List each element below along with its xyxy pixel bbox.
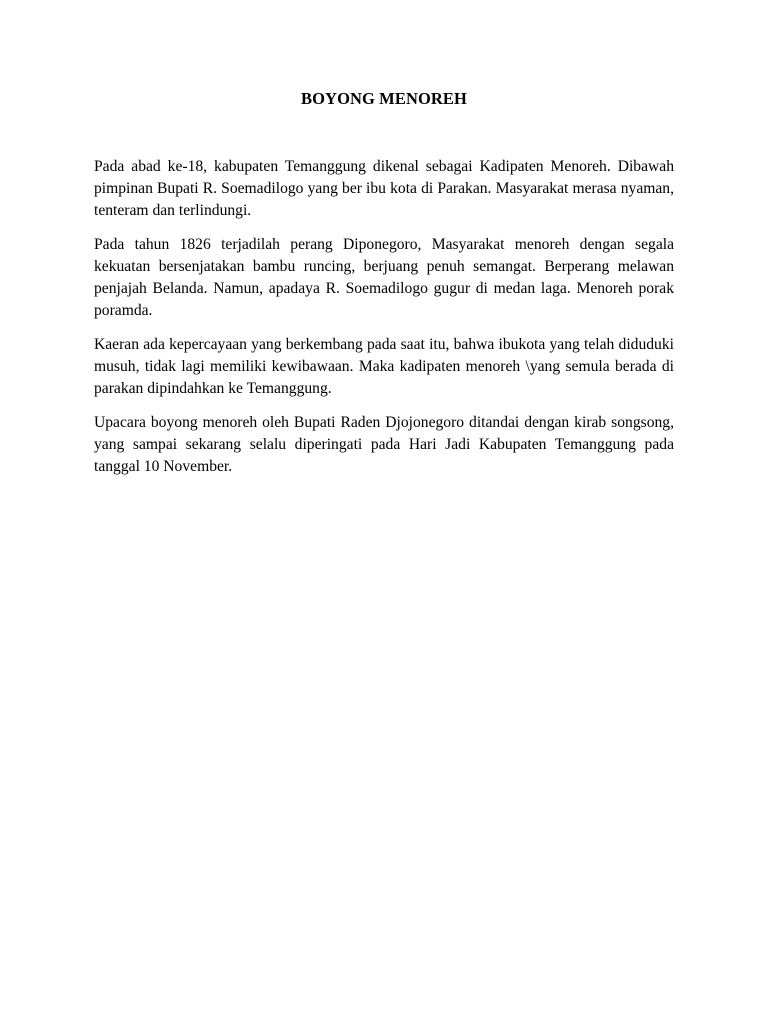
paragraph-4: Upacara boyong menoreh oleh Bupati Raden Djojonegoro ditandai dengan kirab songsong, yang sampai sekarang selalu diperingati pada Hari Jadi Kabupaten Temanggung pada tanggal 10 November. [94, 414, 674, 475]
paragraph-2: Pada tahun 1826 terjadilah perang Diponegoro, Masyarakat menoreh dengan segala kekuatan bersenjatakan bambu runcing, berjuang penuh semangat. Berperang melawan penjajah Belanda. Namun, apadaya R. Soemadilogo gugur di medan laga. Menoreh porak poramda. [94, 236, 674, 319]
document-title: BOYONG MENOREH [301, 89, 467, 108]
paragraph-1: Pada abad ke-18, kabupaten Temanggung dikenal sebagai Kadipaten Menoreh. Dibawah pimpinan Bupati R. Soemadilogo yang ber ibu kota di Parakan. Masyarakat merasa nyaman, tenteram dan terlindungi. [94, 158, 674, 219]
paragraph-3: Kaeran ada kepercayaan yang berkembang pada saat itu, bahwa ibukota yang telah diduduki musuh, tidak lagi memiliki kewibawaan. Maka kadipaten menoreh \yang semula berada di parakan dipindahkan ke Temanggung. [94, 336, 674, 397]
